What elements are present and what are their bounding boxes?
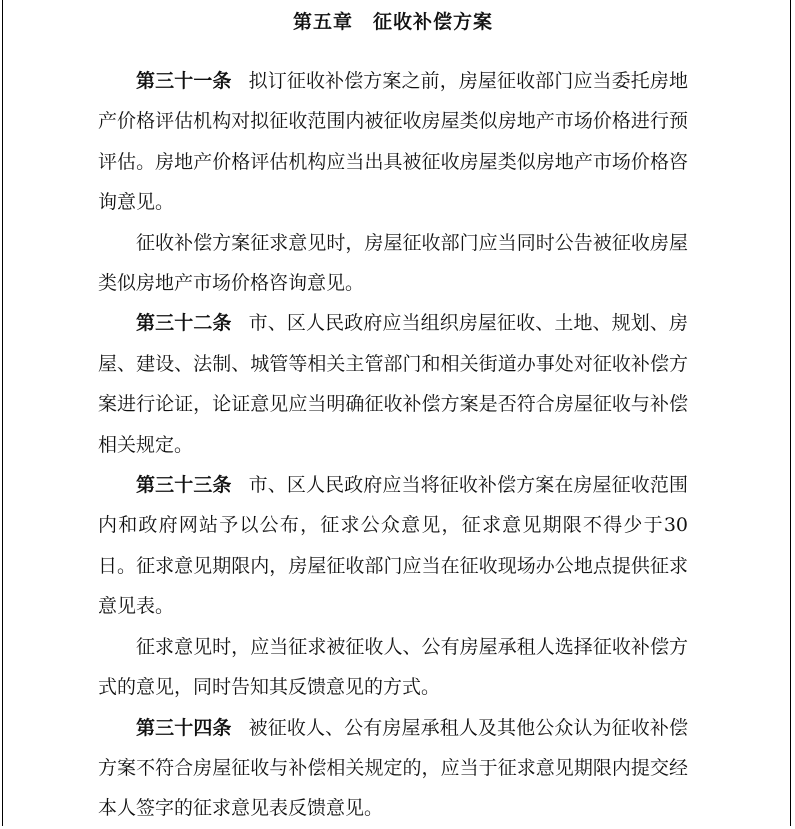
article-number: 第三十四条 (136, 716, 232, 739)
paragraph-list (98, 61, 688, 829)
article-text: 市、区人民政府应当将征收补偿方案在房屋征收范围内和政府网站予以公布，征求公众意见，征求意见期限不得少于30日。征求意见期限内，房屋征收部门应当在征收现场办公地点提供征求意见表。 (98, 474, 688, 618)
article-number: 第三十二条 (136, 312, 232, 335)
paragraph-article-33-clause-2 (98, 627, 688, 708)
page-border-right (790, 0, 791, 826)
paragraph-article-31-clause-2 (98, 223, 688, 304)
paragraph-article-33 (98, 465, 688, 627)
article-text: 征收补偿方案征求意见时，房屋征收部门应当同时公告被征收房屋类似房地产市场价格咨询意见。 (98, 231, 688, 295)
article-number: 第三十三条 (136, 474, 232, 497)
article-text: 拟订征收补偿方案之前，房屋征收部门应当委托房地产价格评估机构对拟征收范围内被征收房屋类似房地产市场价格进行预评估。房地产价格评估机构应当出具被征收房屋类似房地产市场价格咨询意见。 (98, 70, 688, 214)
article-text: 市、区人民政府应当组织房屋征收、土地、规划、房屋、建设、法制、城管等相关主管部门和相关街道办事处对征收补偿方案进行论证，论证意见应当明确征收补偿方案是否符合房屋征收与补偿相关规定。 (98, 312, 688, 456)
document-body (98, 0, 688, 829)
paragraph-article-32 (98, 303, 688, 465)
chapter-title: 第五章 征收补偿方案 (292, 11, 493, 33)
page-border-left (2, 0, 3, 826)
paragraph-article-31 (98, 61, 688, 223)
article-text: 被征收人、公有房屋承租人及其他公众认为征收补偿方案不符合房屋征收与补偿相关规定的，应当于征求意见期限内提交经本人签字的征求意见表反馈意见。 (98, 716, 688, 820)
article-number: 第三十一条 (136, 70, 232, 92)
article-text: 征求意见时，应当征求被征收人、公有房屋承租人选择征收补偿方式的意见，同时告知其反馈意见的方式。 (98, 635, 688, 699)
paragraph-article-34 (98, 708, 688, 829)
